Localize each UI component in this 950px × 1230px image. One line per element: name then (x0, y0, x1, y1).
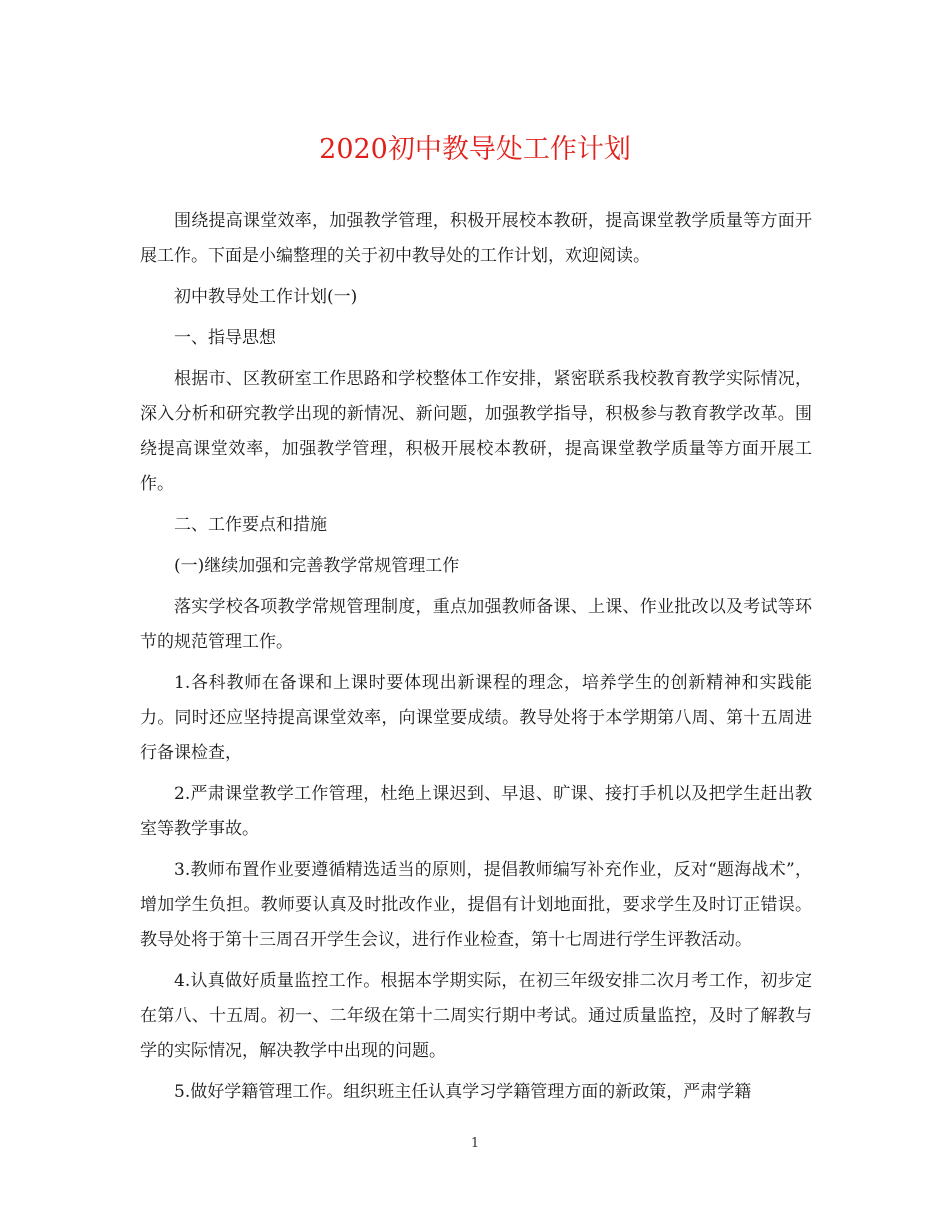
list-item-1: 1.各科教师在备课和上课时要体现出新课程的理念，培养学生的创新精神和实践能力。同时还应坚持提高课堂效率，向课堂要成绩。教导处将于本学期第八周、第十五周进行备课检查， (140, 673, 812, 763)
intro-paragraph: 围绕提高课堂效率，加强教学管理，积极开展校本教研，提高课堂教学质量等方面开展工作。下面是小编整理的关于初中教导处的工作计划，欢迎阅读。 (140, 211, 812, 266)
plan-heading: 初中教导处工作计划(一) (174, 287, 358, 307)
section-heading-key-points: 二、工作要点和措施 (174, 515, 327, 535)
list-item-3: 3.教师布置作业要遵循精选适当的原则，提倡教师编写补充作业，反对“题海战术”，增加学生负担。教师要认真及时批改作业，提倡有计划地面批，要求学生及时订正错误。教导处将于第十三周召开学生会议，进行作业检查，第十七周进行学生评教活动。 (140, 860, 812, 950)
list-item-5: 5.做好学籍管理工作。组织班主任认真学习学籍管理方面的新政策，严肃学籍 (174, 1082, 752, 1102)
page-number: 1 (470, 1136, 480, 1151)
guiding-thought-paragraph: 根据市、区教研室工作思路和学校整体工作安排，紧密联系我校教育教学实际情况，深入分析和研究教学出现的新情况、新问题，加强教学指导，积极参与教育教学改革。围绕提高课堂效率，加强教学管理，积极开展校本教研，提高课堂教学质量等方面开展工作。 (140, 369, 812, 494)
list-item-2: 2.严肃课堂教学工作管理，杜绝上课迟到、早退、旷课、接打手机以及把学生赶出教室等教学事故。 (140, 784, 812, 839)
routine-management-paragraph: 落实学校各项教学常规管理制度，重点加强教师备课、上课、作业批改以及考试等环节的规范管理工作。 (140, 597, 812, 652)
document-body (140, 204, 812, 1116)
subsection-heading-routine-management: (一)继续加强和完善教学常规管理工作 (174, 556, 460, 576)
document-title: 2020初中教导处工作计划 (319, 134, 631, 165)
section-heading-guiding-thought: 一、指导思想 (174, 328, 276, 348)
list-item-4: 4.认真做好质量监控工作。根据本学期实际，在初三年级安排二次月考工作，初步定在第八、十五周。初一、二年级在第十二周实行期中考试。通过质量监控，及时了解教与学的实际情况，解决教学中出现的问题。 (140, 971, 812, 1061)
